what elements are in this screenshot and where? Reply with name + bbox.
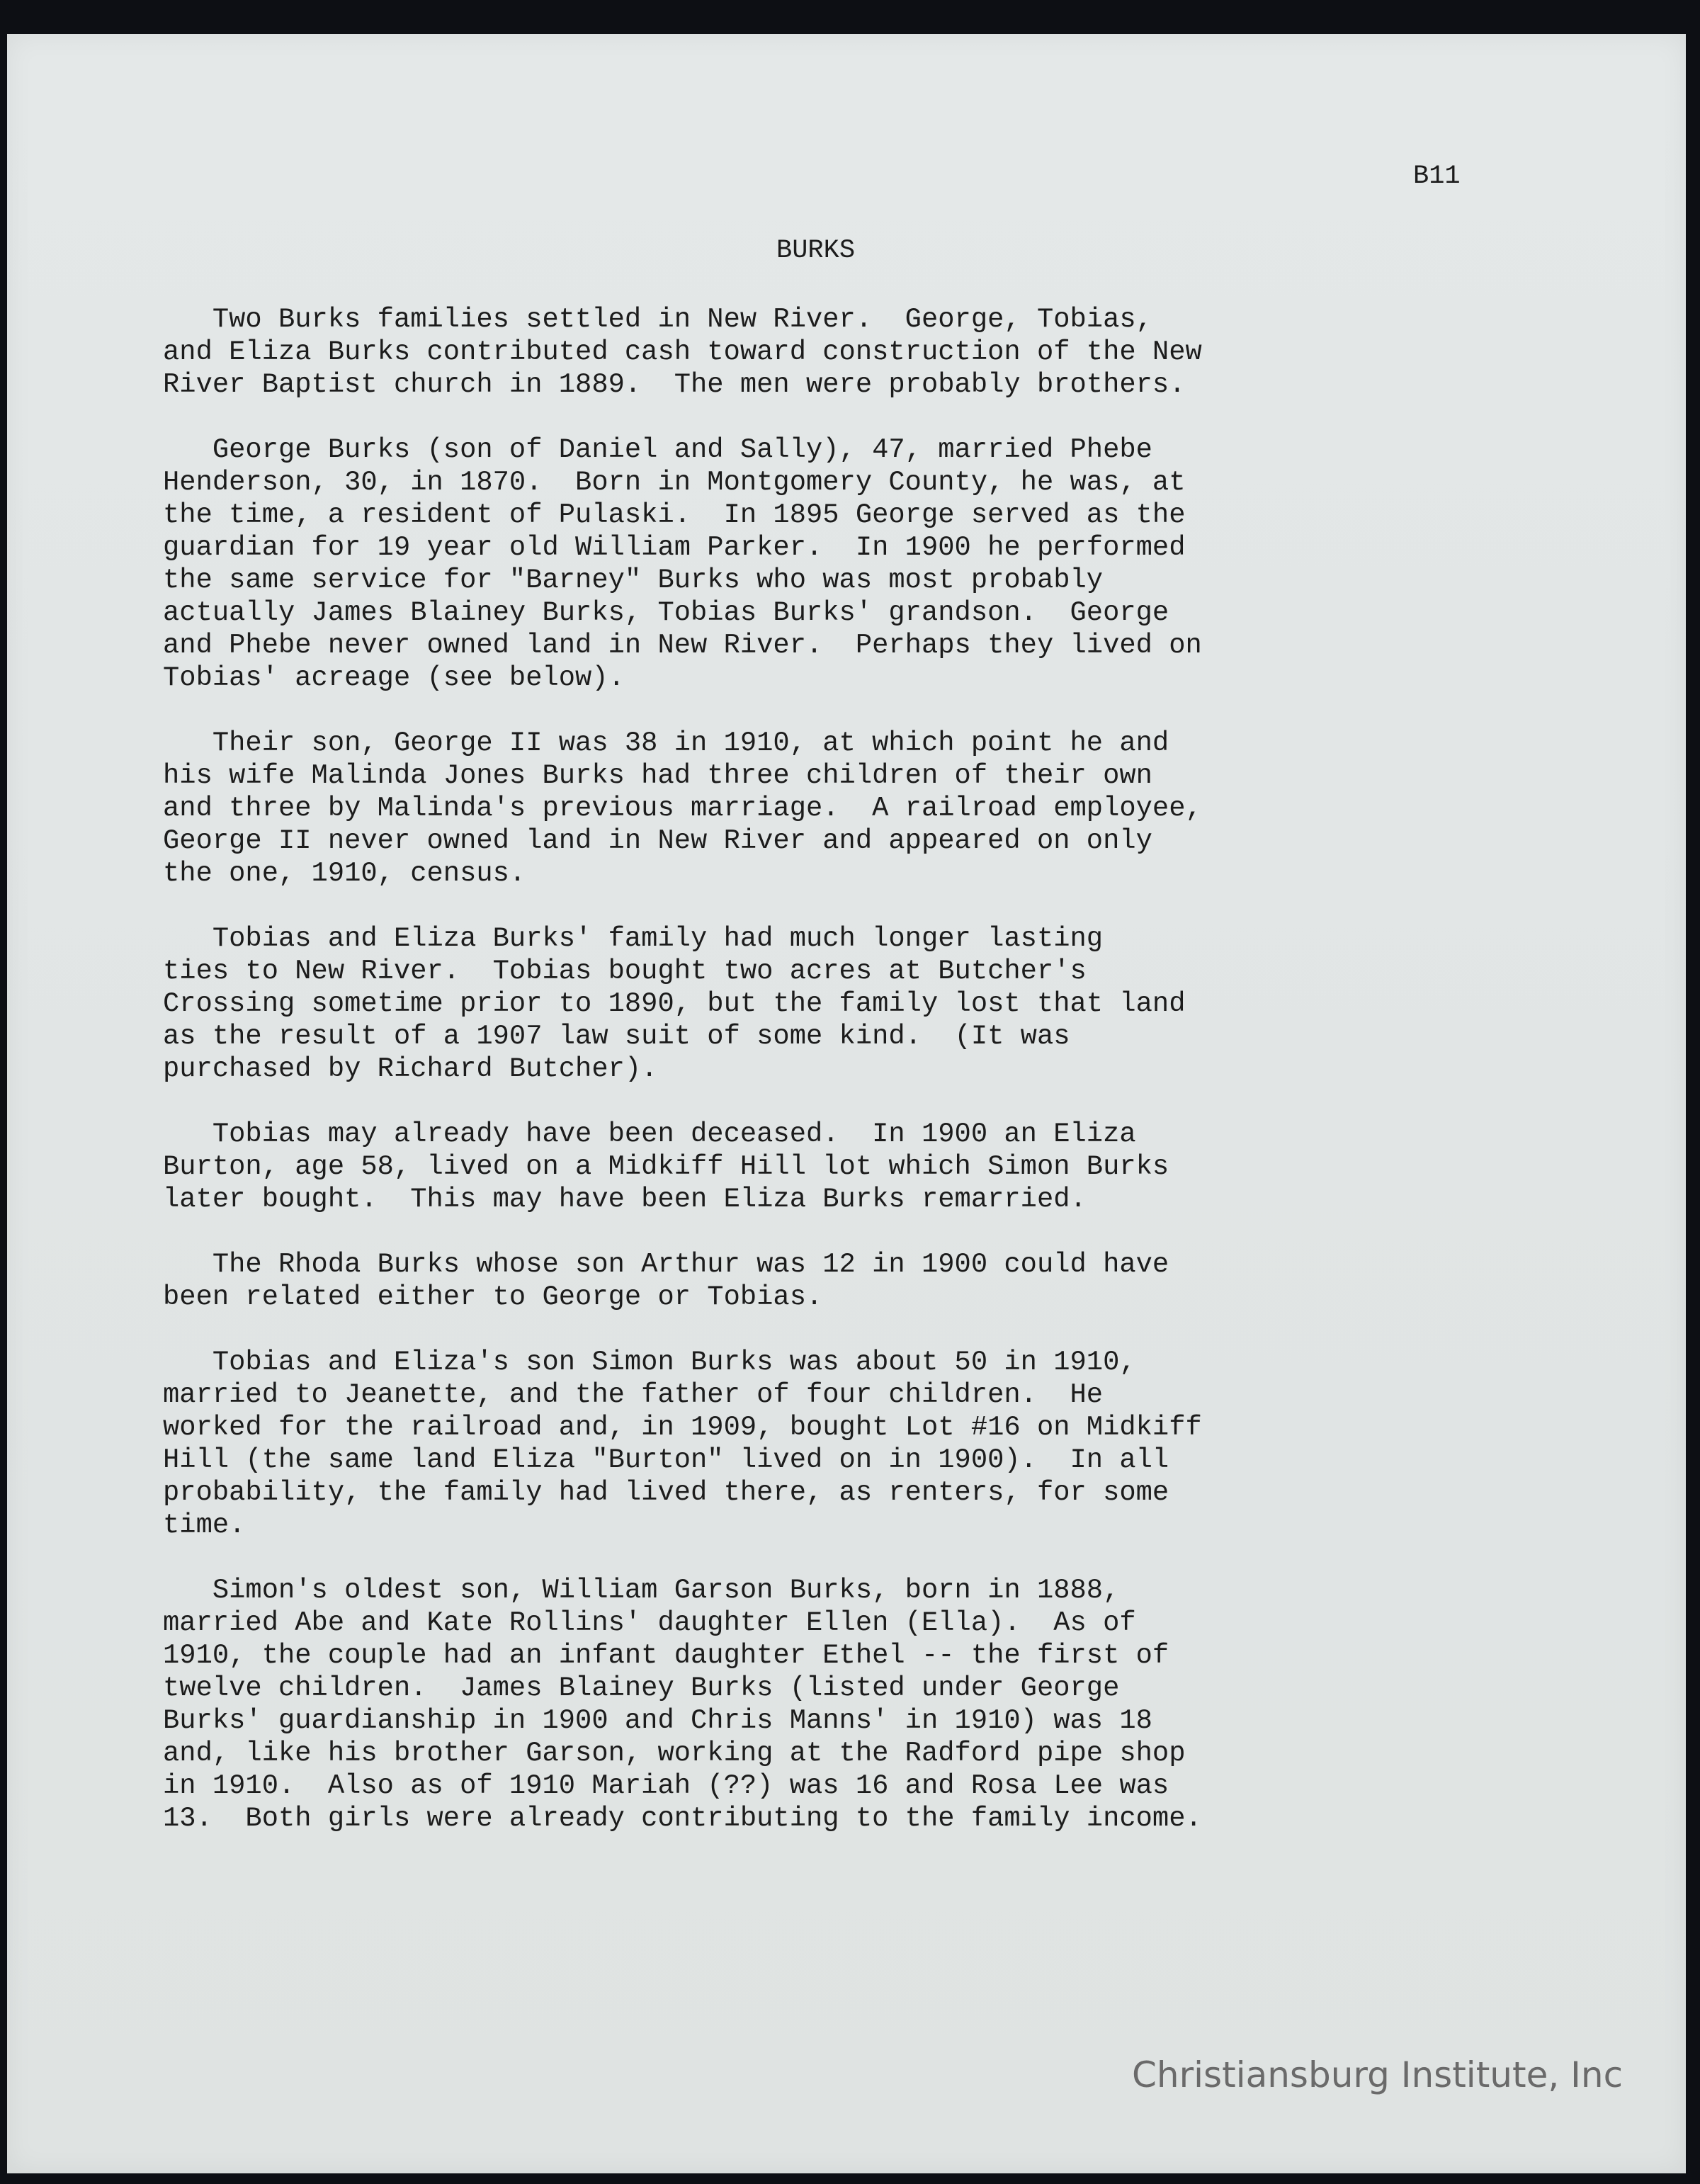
page-title: BURKS [776,236,856,266]
paragraph [163,434,1580,694]
text-line: 1910, the couple had an infant daughter Ethel -- the first of [163,1640,1169,1671]
text-line: time. [163,1510,246,1541]
text-line: Tobias and Eliza Burks' family had much longer lasting [163,923,1104,954]
text-line: guardian for 19 year old William Parker. In 1900 he performed [163,532,1186,563]
text-line: Burton, age 58, lived on a Midkiff Hill lot which Simon Burks [163,1151,1169,1182]
text-line: Tobias and Eliza's son Simon Burks was about 50 in 1910, [163,1347,1136,1378]
text-line: married Abe and Kate Rollins' daughter Ellen (Ella). As of [163,1607,1136,1639]
text-line: twelve children. James Blainey Burks (listed under George [163,1673,1120,1704]
text-line: and three by Malinda's previous marriage. A railroad employee, [163,793,1202,824]
text-line: George Burks (son of Daniel and Sally), 47, married Phebe [163,434,1152,465]
text-line: the one, 1910, census. [163,858,526,889]
text-line: and, like his brother Garson, working at the Radford pipe shop [163,1738,1186,1769]
text-line: and Phebe never owned land in New River. Perhaps they lived on [163,630,1202,661]
text-line: George II never owned land in New River and appeared on only [163,825,1152,856]
text-line: actually James Blainey Burks, Tobias Burks' grandson. George [163,597,1169,628]
paragraph [163,303,1580,401]
text-line: probability, the family had lived there, as renters, for some [163,1477,1169,1508]
text-line: Two Burks families settled in New River. George, Tobias, [163,304,1152,335]
text-line: worked for the railroad and, in 1909, bought Lot #16 on Midkiff [163,1412,1202,1443]
text-line: Tobias may already have been deceased. In 1900 an Eliza [163,1119,1136,1150]
text-line: his wife Malinda Jones Burks had three children of their own [163,760,1152,791]
text-line: The Rhoda Burks whose son Arthur was 12 in 1900 could have [163,1249,1169,1280]
text-line: Tobias' acreage (see below). [163,662,625,694]
text-line: River Baptist church in 1889. The men were probably brothers. [163,369,1186,400]
text-line: 13. Both girls were already contributing to the family income. [163,1803,1202,1834]
document-page [7,34,1686,2173]
paragraph [163,1574,1580,1835]
watermark-text: Christiansburg Institute, Inc [1132,2054,1624,2095]
text-line: Hill (the same land Eliza "Burton" lived on in 1900). In all [163,1444,1169,1476]
paragraph [163,922,1580,1085]
text-line: been related either to George or Tobias. [163,1281,823,1313]
text-line: the time, a resident of Pulaski. In 1895 George served as the [163,499,1186,531]
text-line: purchased by Richard Butcher). [163,1053,658,1085]
page-number: B11 [1413,162,1461,191]
text-line: in 1910. Also as of 1910 Mariah (??) was 16 and Rosa Lee was [163,1770,1169,1801]
text-line: Simon's oldest son, William Garson Burks, born in 1888, [163,1575,1120,1606]
text-line: Burks' guardianship in 1900 and Chris Manns' in 1910) was 18 [163,1705,1152,1736]
paragraph [163,1346,1580,1541]
paragraph [163,1118,1580,1216]
paragraph [163,1248,1580,1313]
text-line: ties to New River. Tobias bought two acres at Butcher's [163,956,1087,987]
text-line: Their son, George II was 38 in 1910, at which point he and [163,728,1169,759]
text-line: and Eliza Burks contributed cash toward construction of the New [163,336,1202,368]
text-line: Crossing sometime prior to 1890, but the family lost that land [163,988,1186,1019]
text-line: married to Jeanette, and the father of four children. He [163,1379,1104,1410]
text-line: later bought. This may have been Eliza Burks remarried. [163,1184,1087,1215]
text-line: Henderson, 30, in 1870. Born in Montgomery County, he was, at [163,467,1186,498]
paragraph [163,727,1580,890]
text-line: the same service for "Barney" Burks who was most probably [163,565,1104,596]
text-line: as the result of a 1907 law suit of some kind. (It was [163,1021,1070,1052]
body-text [163,303,1580,1867]
